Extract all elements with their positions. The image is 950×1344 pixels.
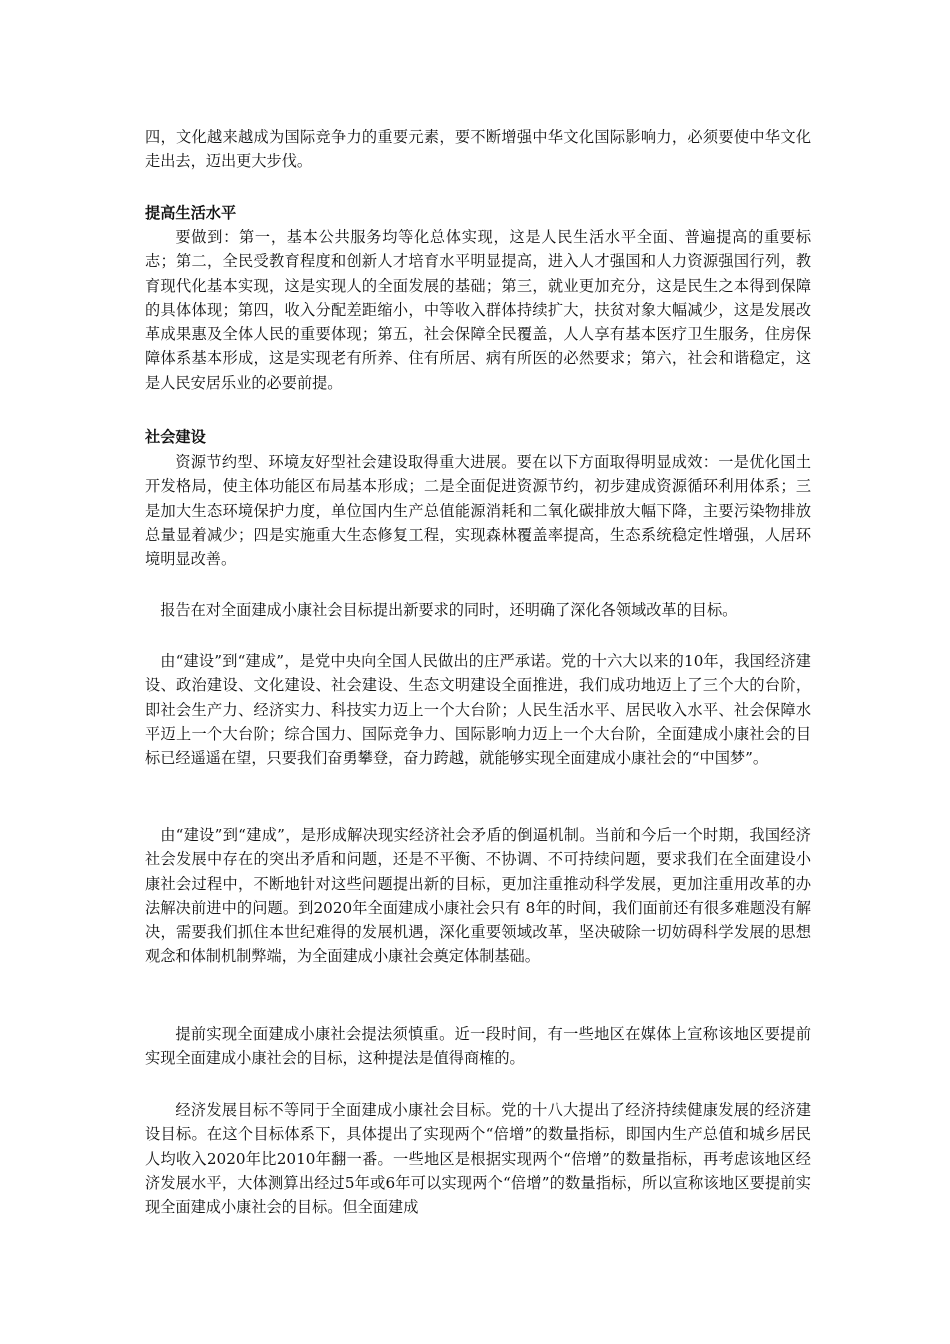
paragraph-reform-goals: 报告在对全面建成小康社会目标提出新要求的同时，还明确了深化各领域改革的目标。: [160, 601, 738, 619]
heading-living-standards: 提高生活水平: [145, 204, 237, 222]
paragraph-social-construction: 资源节约型、环境友好型社会建设取得重大进展。要在以下方面取得明显成效：一是优化国土开发格局，使主体功能区布局基本形成；二是全面促进资源节约，初步建成资源循环利用体系；三是加大生态环境保护力度，单位国内生产总值能源消耗和二氧化碳排放大幅下降，主要污染物排放总量显着减少；四是实施重大生态修复工程，实现森林覆盖率提高，生态系统稳定性增强，人居环境明显改善。: [145, 453, 811, 569]
paragraph-caution: 提前实现全面建成小康社会提法须慎重。近一段时间，有一些地区在媒体上宣称该地区要提前实现全面建成小康社会的目标，这种提法是值得商榷的。: [145, 1025, 811, 1068]
paragraph-economic-goals: 经济发展目标不等同于全面建成小康社会目标。党的十八大提出了经济持续健康发展的经济建设目标。在这个目标体系下，具体提出了实现两个“倍增”的数量指标，即国内生产总值和城乡居民人均收入2020年比2010年翻一番。一些地区是根据实现两个“倍增”的数量指标，再考虑该地区经济发展水平，大体测算出经过5年或6年可以实现两个“倍增”的数量指标，所以宣称该地区要提前实现全面建成小康社会的目标。但全面建成: [145, 1101, 811, 1217]
paragraph-living-standards: 要做到：第一，基本公共服务均等化总体实现，这是人民生活水平全面、普遍提高的重要标志；第二，全民受教育程度和创新人才培育水平明显提高，进入人才强国和人力资源强国行列，教育现代化基本实现，这是实现人的全面发展的基础；第三，就业更加充分，这是民生之本得到保障的具体体现；第四，收入分配差距缩小，中等收入群体持续扩大，扶贫对象大幅减少，这是发展改革成果惠及全体人民的重要体现；第五，社会保障全民覆盖，人人享有基本医疗卫生服务，住房保障体系基本形成，这是实现老有所养、住有所居、病有所医的必然要求；第六，社会和谐稳定，这是人民安居乐业的必要前提。: [145, 228, 811, 392]
paragraph-culture: 四，文化越来越成为国际竞争力的重要元素，要不断增强中华文化国际影响力，必须要使中华文化走出去，迈出更大步伐。: [145, 128, 811, 171]
heading-social-construction: 社会建设: [145, 428, 206, 446]
paragraph-forcing-mechanism: 由“建设”到“建成”，是形成解决现实经济社会矛盾的倒逼机制。当前和今后一个时期，我国经济社会发展中存在的突出矛盾和问题，还是不平衡、不协调、不可持续问题，要求我们在全面建设小康社会过程中，不断地针对这些问题提出新的目标，更加注重推动科学发展，更加注重用改革的办法解决前进中的问题。到2020年全面建成小康社会只有 8年的时间，我们面前还有很多难题没有解决，需要我们抓住本世纪难得的发展机遇，深化重要领域改革，坚决破除一切妨碍科学发展的思想观念和体制机制弊端，为全面建成小康社会奠定体制基础。: [145, 826, 811, 966]
paragraph-solemn-promise: 由“建设”到“建成”，是党中央向全国人民做出的庄严承诺。党的十六大以来的10年，我国经济建设、政治建设、文化建设、社会建设、生态文明建设全面推进，我们成功地迈上了三个大的台阶，即社会生产力、经济实力、科技实力迈上一个大台阶；人民生活水平、居民收入水平、社会保障水平迈上一个大台阶；综合国力、国际竞争力、国际影响力迈上一个大台阶，全面建成小康社会的目标已经遥遥在望，只要我们奋勇攀登，奋力跨越，就能够实现全面建成小康社会的“中国梦”。: [145, 652, 811, 768]
